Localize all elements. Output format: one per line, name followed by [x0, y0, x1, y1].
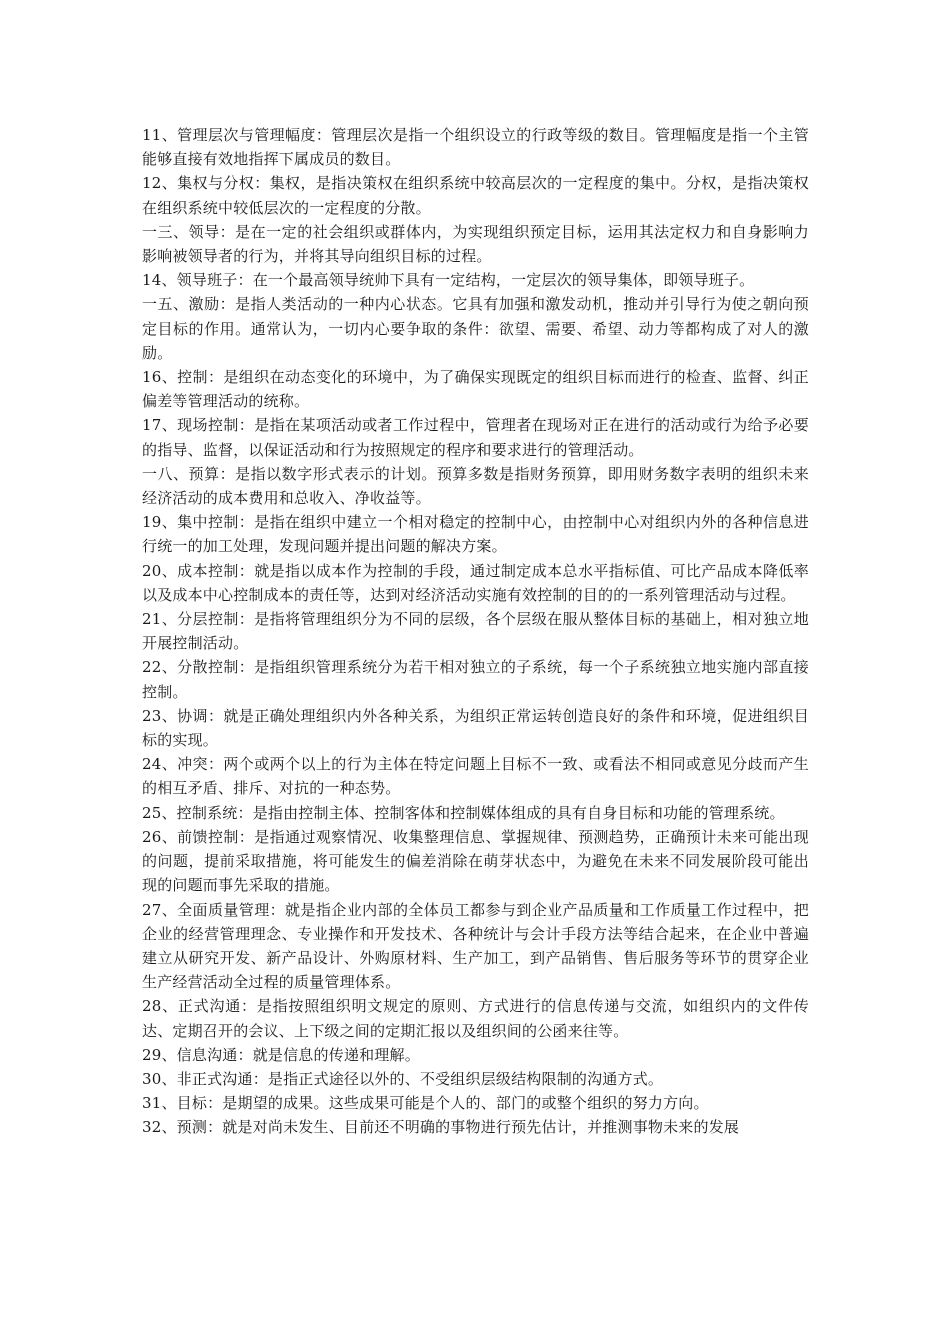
definition-paragraph: 31、目标：是期望的成果。这些成果可能是个人的、部门的或整个组织的努力方向。	[142, 1094, 709, 1113]
definition-paragraph: 11、管理层次与管理幅度：管理层次是指一个组织设立的行政等级的数目。管理幅度是指一个主管能够直接有效地指挥下属成员的数目。	[142, 126, 809, 169]
definition-paragraph: 12、集权与分权：集权，是指决策权在组织系统中较高层次的一定程度的集中。分权，是指决策权在组织系统中较低层次的一定程度的分散。	[142, 174, 809, 217]
definition-paragraph: 25、控制系统：是指由控制主体、控制客体和控制媒体组成的具有自身目标和功能的管理系统。	[142, 803, 785, 822]
definition-paragraph: 20、成本控制：就是指以成本作为控制的手段，通过制定成本总水平指标值、可比产品成本降低率以及成本中心控制成本的责任等，达到对经济活动实施有效控制的目的的一系列管理活动与过程。	[142, 561, 809, 604]
definition-paragraph: 23、协调：就是正确处理组织内外各种关系，为组织正常运转创造良好的条件和环境，促进组织目标的实现。	[142, 706, 809, 750]
document-body	[142, 123, 809, 1140]
definition-paragraph: 一三、领导：是在一定的社会组织或群体内，为实现组织预定目标，运用其法定权力和自身影响力影响被领导者的行为，并将其导向组织目标的过程。	[142, 222, 809, 266]
definition-paragraph: 28、正式沟通：是指按照组织明文规定的原则、方式进行的信息传递与交流，如组织内的文件传达、定期召开的会议、上下级之间的定期汇报以及组织间的公函来往等。	[142, 997, 809, 1040]
definition-paragraph: 27、全面质量管理：就是指企业内部的全体员工都参与到企业产品质量和工作质量工作过程中，把企业的经营管理理念、专业操作和开发技术、各种统计与会计手段方法等结合起来，在企业中普遍建立从研究开发、新产品设计、外购原材料、生产加工，到产品销售、售后服务等环节的贯穿企业生产经营活动全过程的质量管理体系。	[142, 900, 809, 992]
definition-paragraph: 17、现场控制：是指在某项活动或者工作过程中，管理者在现场对正在进行的活动或行为给予必要的指导、监督，以保证活动和行为按照规定的程序和要求进行的管理活动。	[142, 416, 809, 459]
definition-paragraph: 30、非正式沟通：是指正式途径以外的、不受组织层级结构限制的沟通方式。	[142, 1069, 664, 1088]
definition-paragraph: 26、前馈控制：是指通过观察情况、收集整理信息、掌握规律、预测趋势，正确预计未来可能出现的问题，提前采取措施，将可能发生的偏差消除在萌芽状态中，为避免在未来不同发展阶段可能出现的问题而事先采取的措施。	[142, 827, 809, 895]
definition-paragraph: 一五、激励：是指人类活动的一种内心状态。它具有加强和激发动机，推动并引导行为使之朝向预定目标的作用。通常认为，一切内心要争取的条件：欲望、需要、希望、动力等都构成了对人的激励。	[142, 295, 809, 362]
definition-paragraph: 22、分散控制：是指组织管理系统分为若干相对独立的子系统，每一个子系统独立地实施内部直接控制。	[142, 658, 809, 701]
definition-paragraph: 29、信息沟通：就是信息的传递和理解。	[142, 1045, 420, 1064]
definition-paragraph: 21、分层控制：是指将管理组织分为不同的层级，各个层级在服从整体目标的基础上，相对独立地开展控制活动。	[142, 610, 809, 653]
definition-paragraph: 14、领导班子：在一个最高领导统帅下具有一定结构，一定层次的领导集体，即领导班子。	[142, 271, 755, 290]
definition-paragraph: 19、集中控制：是指在组织中建立一个相对稳定的控制中心，由控制中心对组织内外的各种信息进行统一的加工处理，发现问题并提出问题的解决方案。	[142, 513, 809, 556]
definition-paragraph: 16、控制：是组织在动态变化的环境中，为了确保实现既定的组织目标而进行的检查、监督、纠正偏差等管理活动的统称。	[142, 368, 809, 411]
definition-paragraph: 一八、预算：是指以数字形式表示的计划。预算多数是指财务预算，即用财务数字表明的组织未来经济活动的成本费用和总收入、净收益等。	[142, 464, 809, 508]
definition-paragraph: 24、冲突：两个或两个以上的行为主体在特定问题上目标不一致、或看法不相同或意见分歧而产生的相互矛盾、排斥、对抗的一种态势。	[142, 755, 809, 798]
definition-paragraph: 32、预测：就是对尚未发生、目前还不明确的事物进行预先估计，并推测事物未来的发展	[142, 1118, 740, 1137]
